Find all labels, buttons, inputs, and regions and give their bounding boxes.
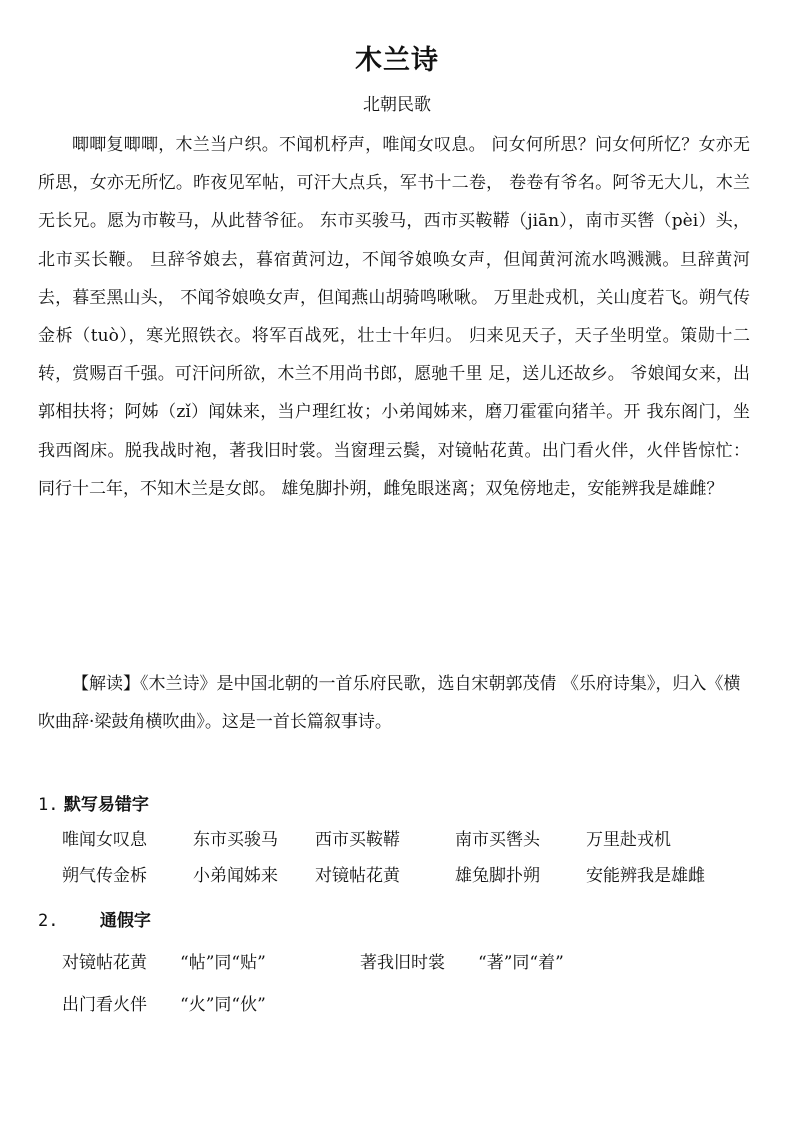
- tongjia-note: “火”同“伙”: [180, 995, 266, 1015]
- tongjia-example: 著我旧时裳: [360, 953, 445, 973]
- section-number: 1.: [38, 795, 59, 815]
- vocab-item: 万里赴戎机: [586, 830, 671, 850]
- vocab-item: 安能辨我是雄雌: [586, 866, 705, 886]
- author-line: 北朝民歌: [363, 95, 431, 115]
- vocab-item: 东市买骏马: [193, 830, 278, 850]
- page-title: 木兰诗: [355, 45, 439, 76]
- section-title: 默写易错字: [63, 795, 149, 815]
- poem-body: 唧唧复唧唧，木兰当户织。不闻机杼声，唯闻女叹息。 问女何所思？问女何所忆？女亦无所思，女亦无所忆。昨夜见军帖，可汗大点兵，军书十二卷， 卷卷有爷名。阿爷无大儿，木兰无长兄。愿为市鞍马，从此替爷征。 东市买骏马，西市买鞍鞯（jiān），南市买辔（pèi）头，北市买长鞭。 旦辞爷娘去，暮宿黄河边，不闻爷娘唤女声，但闻黄河流水鸣溅溅。旦辞黄河去，暮至黑山头， 不闻爷娘唤女声，但闻燕山胡骑鸣啾啾。 万里赴戎机，关山度若飞。朔气传金柝（tuò），寒光照铁衣。将军百战死，壮士十年归。 归来见天子，天子坐明堂。策勋十二转，赏赐百千强。可汗问所欲，木兰不用尚书郎，愿驰千里 足，送儿还故乡。 爷娘闻女来，出郭相扶将；阿姊（zǐ）闻妹来，当户理红妆；小弟闻姊来，磨刀霍霍向猪羊。开 我东阁门，坐我西阁床。脱我战时袍，著我旧时裳。当窗理云鬓，对镜帖花黄。出门看火伴，火伴皆惊忙：同行十二年，不知木兰是女郎。 雄兔脚扑朔，雌兔眼迷离；双兔傍地走，安能辨我是雄雌？: [38, 135, 750, 499]
- vocab-item: 朔气传金柝: [62, 866, 147, 886]
- vocab-item: 对镜帖花黄: [315, 866, 400, 886]
- vocab-item: 唯闻女叹息: [62, 830, 147, 850]
- section-heading-1: [38, 790, 149, 815]
- vocab-item: 西市买鞍鞯: [315, 830, 400, 850]
- tongjia-example: 出门看火伴: [62, 995, 147, 1015]
- tongjia-example: 对镜帖花黄: [62, 953, 147, 973]
- vocab-item: 南市买辔头: [455, 830, 540, 850]
- section-heading-2: [38, 906, 151, 931]
- tongjia-note: “帖”同“贴”: [180, 953, 266, 973]
- explanation-paragraph: 【解读】《木兰诗》是中国北朝的一首乐府民歌，选自宋朝郭茂倩 《乐府诗集》，归入《横吹曲辞·梁鼓角横吹曲》。这是一首长篇叙事诗。: [38, 674, 741, 732]
- section-title: 通假字: [99, 911, 151, 931]
- tongjia-note: “著”同“着”: [478, 953, 564, 973]
- vocab-item: 雄兔脚扑朔: [455, 866, 540, 886]
- section-number: 2.: [38, 911, 59, 931]
- vocab-item: 小弟闻姊来: [193, 866, 278, 886]
